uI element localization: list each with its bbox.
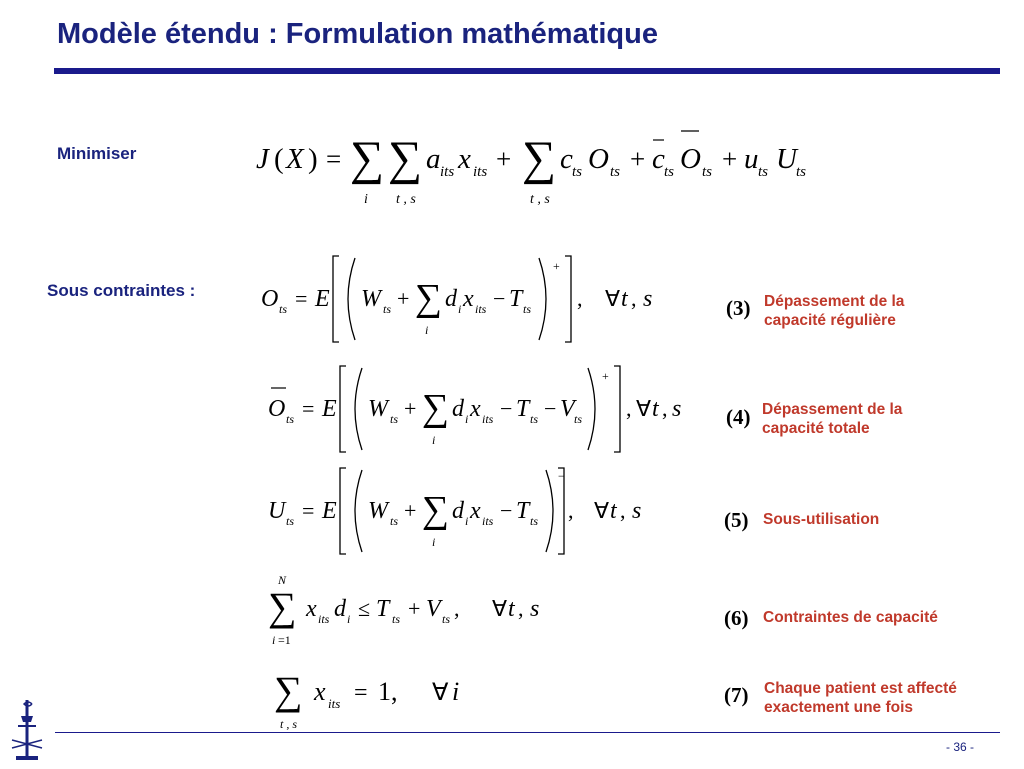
svg-text:,: ,	[631, 286, 637, 311]
svg-text:d: d	[452, 396, 464, 422]
constraint-6-description: Contraintes de capacité	[763, 609, 938, 626]
title-divider	[54, 68, 1000, 74]
svg-text:c: c	[560, 143, 573, 175]
svg-text:i: i	[364, 192, 368, 207]
svg-text:T: T	[516, 498, 530, 524]
svg-text:W: W	[368, 498, 388, 524]
svg-text:i: i	[425, 323, 429, 337]
svg-text:i: i	[458, 302, 462, 316]
svg-text:∀: ∀	[594, 498, 610, 523]
svg-text:ts: ts	[279, 302, 288, 316]
constraint-7-formula	[270, 660, 490, 740]
svg-text:its: its	[475, 302, 487, 316]
svg-text:=1: =1	[278, 633, 291, 647]
svg-text:): )	[308, 143, 318, 175]
svg-text:ts: ts	[572, 164, 583, 180]
svg-text:=: =	[302, 396, 315, 421]
svg-text:+: +	[404, 498, 417, 523]
svg-text:T: T	[509, 286, 523, 312]
svg-text:+: +	[496, 144, 512, 174]
svg-text:O: O	[268, 396, 286, 422]
constraint-7-number: (7)	[724, 683, 749, 707]
svg-text:x: x	[470, 498, 481, 524]
svg-text:−: −	[500, 396, 513, 421]
constraint-5-formula	[262, 462, 682, 562]
institution-logo-icon	[6, 696, 48, 764]
svg-text:ts: ts	[286, 514, 295, 528]
svg-text:−: −	[558, 469, 565, 483]
constraint-7-description: Chaque patient est affecté exactement une fois	[764, 680, 957, 716]
svg-text:W: W	[368, 396, 388, 422]
svg-text:∑: ∑	[274, 668, 303, 713]
svg-text:t , s: t , s	[530, 192, 550, 207]
svg-text:,: ,	[454, 596, 460, 621]
svg-text:ts: ts	[383, 302, 392, 316]
svg-text:U: U	[268, 498, 286, 524]
svg-text:ts: ts	[530, 412, 539, 426]
svg-text:ts: ts	[702, 164, 713, 180]
svg-text:i: i	[432, 535, 436, 549]
svg-text:ts: ts	[442, 612, 451, 626]
svg-text:ts: ts	[758, 164, 769, 180]
svg-text:T: T	[516, 396, 530, 422]
svg-text:−: −	[493, 286, 506, 311]
svg-text:its: its	[473, 164, 488, 180]
svg-text:V: V	[426, 596, 441, 622]
svg-text:d: d	[452, 498, 464, 524]
svg-text:∑: ∑	[522, 132, 557, 185]
svg-text:t: t	[610, 498, 617, 524]
svg-text:ts: ts	[530, 514, 539, 528]
svg-text:,: ,	[662, 396, 668, 421]
svg-text:∑: ∑	[350, 132, 385, 185]
svg-text:∑: ∑	[268, 584, 297, 629]
svg-text:+: +	[397, 286, 410, 311]
svg-text:x: x	[314, 677, 326, 706]
svg-text:x: x	[470, 396, 481, 422]
page-number: - 36 -	[945, 740, 974, 754]
svg-text:its: its	[440, 164, 455, 180]
svg-text:∑: ∑	[415, 277, 443, 319]
constraint-4-number: (4)	[726, 405, 751, 429]
svg-text:−: −	[544, 396, 557, 421]
svg-text:,: ,	[518, 596, 524, 621]
svg-text:x: x	[458, 143, 471, 175]
svg-text:∀: ∀	[636, 396, 652, 421]
svg-text:i: i	[272, 633, 276, 647]
svg-text:=: =	[295, 286, 308, 311]
svg-text:,: ,	[626, 396, 632, 421]
svg-text:+: +	[404, 396, 417, 421]
svg-text:∑: ∑	[422, 387, 450, 429]
svg-text:W: W	[361, 286, 381, 312]
constraint-5-number: (5)	[724, 508, 749, 532]
svg-text:i: i	[432, 433, 436, 447]
svg-text:s: s	[632, 498, 642, 524]
svg-text:,: ,	[577, 286, 583, 311]
constraint-3-number: (3)	[726, 296, 751, 320]
svg-text:s: s	[643, 286, 653, 312]
svg-text:x: x	[306, 596, 317, 622]
constraint-3-description: Dépassement de la capacité régulière	[764, 293, 905, 329]
svg-text:t: t	[621, 286, 628, 312]
svg-text:x: x	[463, 286, 474, 312]
constraints-label: Sous contraintes :	[47, 281, 196, 300]
svg-text:+: +	[722, 144, 738, 174]
footer-divider	[55, 732, 1000, 733]
constraint-4-description: Dépassement de la capacité totale	[762, 401, 903, 437]
svg-text:O: O	[680, 143, 701, 175]
svg-text:t: t	[652, 396, 659, 422]
svg-text:+: +	[553, 259, 560, 273]
svg-text:ts: ts	[390, 412, 399, 426]
svg-text:ts: ts	[523, 302, 532, 316]
svg-text:t: t	[508, 596, 515, 622]
svg-text:i: i	[465, 412, 469, 426]
svg-text:ts: ts	[574, 412, 583, 426]
svg-text:ts: ts	[286, 412, 295, 426]
svg-text:V: V	[560, 396, 575, 422]
svg-text:+: +	[602, 369, 609, 383]
svg-text:d: d	[445, 286, 457, 312]
constraint-5-description: Sous-utilisation	[763, 511, 880, 528]
svg-text:=: =	[326, 144, 342, 174]
svg-text:=: =	[302, 498, 315, 523]
svg-text:d: d	[334, 596, 346, 622]
svg-text:ts: ts	[390, 514, 399, 528]
svg-text:∀: ∀	[432, 680, 449, 706]
svg-text:ts: ts	[392, 612, 401, 626]
svg-text:+: +	[408, 596, 421, 621]
svg-text:u: u	[744, 143, 759, 175]
constraint-4-formula	[262, 360, 692, 460]
svg-text:its: its	[318, 612, 330, 626]
svg-text:its: its	[482, 514, 494, 528]
objective-function	[250, 128, 830, 218]
svg-text:E: E	[322, 498, 337, 524]
svg-text:(: (	[274, 143, 284, 175]
svg-text:a: a	[426, 143, 441, 175]
svg-text:≤: ≤	[358, 596, 371, 621]
svg-text:t , s: t , s	[396, 192, 416, 207]
svg-text:−: −	[500, 498, 513, 523]
svg-text:t , s: t , s	[280, 717, 298, 731]
svg-text:N: N	[278, 573, 287, 587]
slide-title: Modèle étendu : Formulation mathématique	[57, 18, 658, 50]
svg-text:∑: ∑	[388, 132, 423, 185]
svg-text:s: s	[530, 596, 540, 622]
svg-text:+: +	[630, 144, 646, 174]
svg-text:i: i	[465, 514, 469, 528]
svg-text:∀: ∀	[605, 286, 621, 311]
svg-text:its: its	[328, 696, 341, 711]
constraint-6-number: (6)	[724, 606, 749, 630]
svg-text:ts: ts	[664, 164, 675, 180]
svg-text:c: c	[652, 143, 665, 175]
svg-text:X: X	[286, 143, 304, 175]
svg-text:T: T	[376, 596, 390, 622]
svg-text:=: =	[354, 680, 368, 706]
svg-text:1,: 1,	[378, 677, 398, 706]
minimize-label: Minimiser	[57, 144, 137, 163]
svg-text:,: ,	[568, 498, 574, 523]
svg-text:,: ,	[620, 498, 626, 523]
svg-text:i: i	[452, 677, 460, 706]
svg-text:O: O	[261, 286, 279, 312]
svg-text:i: i	[347, 612, 351, 626]
svg-text:∑: ∑	[422, 489, 450, 531]
constraint-6-formula	[266, 572, 566, 652]
svg-text:s: s	[672, 396, 682, 422]
svg-text:ts: ts	[610, 164, 621, 180]
svg-text:∀: ∀	[492, 596, 508, 621]
svg-text:O: O	[588, 143, 609, 175]
svg-text:E: E	[315, 286, 330, 312]
svg-text:its: its	[482, 412, 494, 426]
svg-text:ts: ts	[796, 164, 807, 180]
svg-text:E: E	[322, 396, 337, 422]
constraint-3-formula	[255, 250, 675, 350]
svg-text:J: J	[256, 143, 269, 175]
svg-text:U: U	[776, 143, 797, 175]
